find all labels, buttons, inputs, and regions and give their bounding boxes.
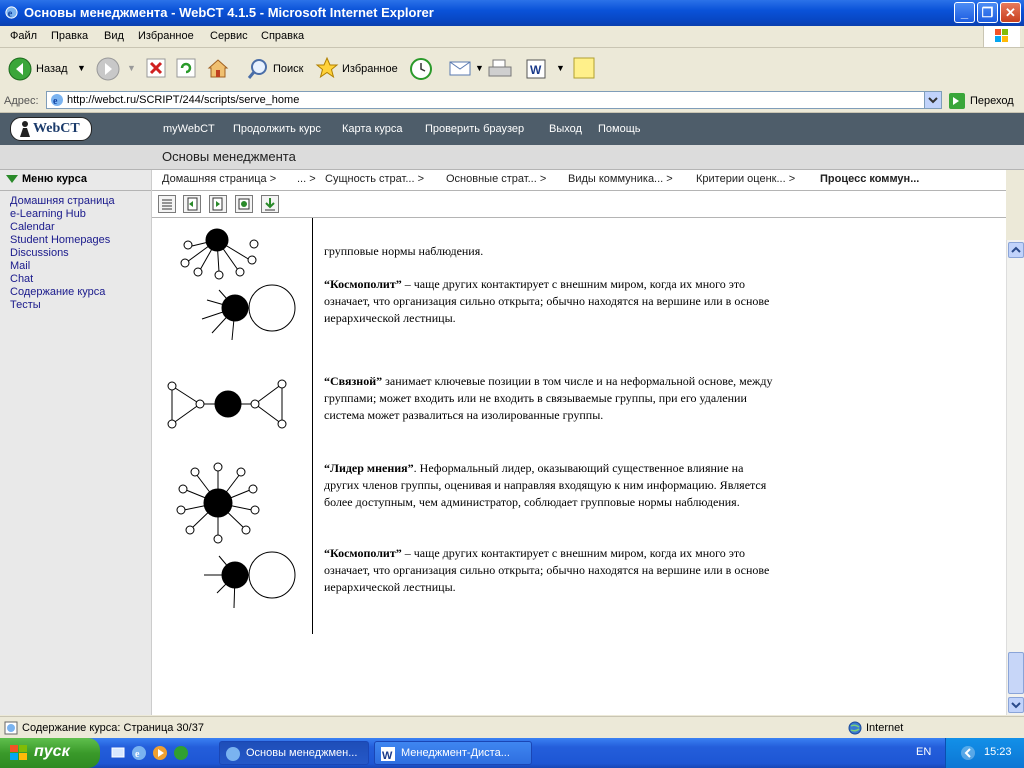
address-label: Адрес: [4, 95, 39, 107]
download-icon[interactable] [261, 195, 279, 213]
menu-favorites[interactable]: Избранное [138, 30, 194, 42]
quicklaunch-media-icon[interactable] [152, 745, 168, 761]
menu-bar [0, 26, 1024, 48]
breadcrumb-current: Процесс коммун... [820, 173, 920, 185]
page-ie-icon [50, 93, 64, 107]
next-page-icon[interactable] [209, 195, 227, 213]
vertical-scrollbar[interactable] [1006, 240, 1024, 715]
back-arrow-icon[interactable] [8, 57, 32, 81]
status-bar [0, 716, 1024, 739]
search-icon[interactable] [246, 57, 270, 81]
breadcrumb-item[interactable]: Сущность страт... > [325, 173, 425, 185]
table-of-contents-icon[interactable] [158, 195, 176, 213]
task-word-label: Менеджмент-Диста... [401, 747, 510, 759]
liaison-paragraph [324, 373, 774, 424]
taskbar-item-ie[interactable] [219, 741, 369, 765]
back-button-label[interactable]: Назад [36, 63, 68, 75]
print-icon[interactable] [487, 57, 513, 81]
window-title: Основы менеджмента - WebCT 4.1.5 - Microsoft Internet Explorer [24, 5, 434, 20]
liaison-desc: занимает ключевые позиции в том числе и на неформальной основе, между группами; может входить или не входить в связываемые группы, при его удалении система может развалиться на изолированные группы. [324, 374, 773, 422]
edit-dropdown-icon[interactable]: ▼ [556, 63, 565, 73]
breadcrumb-item[interactable]: Виды коммуника... > [568, 173, 673, 185]
sidebar-link-calendar[interactable]: Calendar [10, 221, 55, 233]
address-field[interactable] [46, 91, 942, 109]
page-status-icon [4, 721, 18, 735]
history-icon[interactable] [408, 56, 434, 82]
opinion-leader-term: “Лидер мнения” [324, 461, 414, 475]
page-tools-row [152, 191, 1006, 218]
close-button[interactable]: ✕ [1000, 2, 1021, 23]
cosmopolitan-desc: – чаще других контактирует с внешним миром, когда их много это означает, что организация сильно открыта; обычно находятся на вершине или в основе иерархической лестницы. [324, 277, 770, 325]
scroll-thumb[interactable] [1008, 652, 1024, 694]
content-area [152, 218, 1006, 715]
clock: 15:23 [984, 746, 1012, 758]
course-menu-sidebar [0, 170, 152, 715]
nav-mywebct[interactable]: myWebCT [163, 123, 215, 135]
search-button-label[interactable]: Поиск [273, 63, 304, 75]
go-button[interactable] [948, 92, 1022, 110]
ie-icon [4, 5, 19, 20]
quicklaunch-messenger-icon[interactable] [173, 745, 189, 761]
cosmopolitan-term-2: “Космополит” [324, 546, 402, 560]
minimize-button[interactable]: _ [954, 2, 975, 23]
webct-logo-text: WebCT [33, 121, 80, 136]
taskbar [0, 738, 1024, 768]
triangle-down-icon [6, 175, 18, 183]
url-input[interactable] [67, 93, 917, 107]
breadcrumb-item[interactable]: Критерии оценк... > [696, 173, 796, 185]
system-tray [945, 738, 1024, 768]
course-title-bar [0, 145, 1024, 170]
favorites-button-label[interactable]: Избранное [342, 63, 398, 75]
mail-dropdown-icon[interactable]: ▼ [475, 63, 484, 73]
scroll-up-icon[interactable] [1008, 242, 1024, 258]
breadcrumb-item[interactable]: Основные страт... > [446, 173, 547, 185]
liaison-term: “Связной” [324, 374, 383, 388]
nav-check-browser[interactable]: Проверить браузер [425, 123, 525, 135]
opinion-leader-paragraph [324, 460, 774, 511]
menu-file[interactable]: Файл [10, 30, 38, 42]
svg-text:e: e [53, 96, 58, 107]
task-word-icon [380, 746, 396, 762]
discuss-note-icon[interactable] [572, 56, 596, 80]
svg-text:W: W [382, 750, 393, 762]
sidebar-link-mail[interactable]: Mail [10, 260, 31, 272]
previous-page-icon[interactable] [183, 195, 201, 213]
cosmopolitan-paragraph [324, 276, 774, 327]
word-edit-icon[interactable] [525, 57, 549, 81]
window-title-bar [0, 0, 1024, 26]
tray-chevron-icon[interactable] [960, 745, 976, 761]
address-bar [0, 90, 1024, 113]
refresh-icon[interactable] [176, 58, 196, 78]
cosmopolitan-desc-2: – чаще других контактирует с внешним миром, когда их много это означает, что организация сильно открыта; обычно находятся на вершине или в основе иерархической лестницы. [324, 546, 770, 594]
favorites-star-icon[interactable] [315, 56, 339, 80]
home-icon[interactable] [206, 56, 230, 80]
show-desktop-icon[interactable] [110, 745, 126, 761]
menu-view[interactable]: Вид [104, 30, 124, 42]
opinion-leader-text-tail: групповые нормы наблюдения. [324, 244, 484, 258]
security-zone: Internet [866, 722, 904, 734]
scroll-down-icon[interactable] [1008, 697, 1024, 713]
start-button[interactable] [0, 738, 100, 768]
task-ie-icon [225, 746, 241, 762]
stop-icon[interactable] [146, 58, 166, 78]
webct-logo[interactable] [10, 117, 92, 141]
sidebar-link-discussions[interactable]: Discussions [10, 247, 69, 259]
menu-help[interactable]: Справка [261, 30, 305, 42]
course-title: Основы менеджмента [162, 149, 296, 164]
sidebar-link-student-homepages[interactable]: Student Homepages [10, 234, 111, 246]
task-ie-label: Основы менеджмен... [246, 747, 358, 759]
webct-figure-icon [17, 120, 33, 138]
windows-flag-icon [983, 26, 1020, 47]
webct-header [0, 113, 1024, 145]
windows-logo-icon [10, 745, 28, 761]
maximize-button[interactable]: ❐ [977, 2, 998, 23]
svg-text:W: W [530, 63, 542, 77]
breadcrumb-item[interactable]: ... > [297, 173, 316, 185]
go-button-label: Переход [970, 95, 1014, 107]
toolbar [0, 48, 1024, 91]
address-dropdown-icon[interactable] [924, 92, 941, 108]
internet-globe-icon [848, 721, 862, 735]
print-page-icon[interactable] [235, 195, 253, 213]
sidebar-link-chat[interactable]: Chat [10, 273, 34, 285]
svg-text:e: e [135, 749, 140, 760]
cosmopolitan-paragraph-2 [324, 545, 774, 596]
nav-logout[interactable]: Выход [549, 123, 582, 135]
sidebar-link-elearning-hub[interactable]: e-Learning Hub [10, 208, 86, 220]
content-divider [312, 218, 313, 634]
course-menu-heading: Меню курса [22, 173, 87, 185]
menu-edit[interactable]: Правка [51, 30, 89, 42]
start-label: пуск [34, 743, 70, 760]
opinion-leader-desc: . Неформальный лидер, оказывающий существенное влияние на других членов группы, оценивая и направляя входящую к ним информацию. Является более доступным, чем администратор, соблюдает групповые нормы наблюдения. [324, 461, 767, 509]
menu-tools[interactable]: Сервис [210, 30, 248, 42]
breadcrumb [152, 170, 1006, 191]
breadcrumb-item[interactable]: Домашняя страница > [162, 173, 277, 185]
status-text: Содержание курса: Страница 30/37 [22, 722, 204, 734]
language-indicator[interactable]: EN [916, 746, 932, 758]
communication-roles-diagram [152, 218, 312, 638]
back-dropdown-icon[interactable]: ▼ [77, 63, 86, 73]
svg-text:e: e [7, 8, 13, 20]
nav-help[interactable]: Помощь [598, 123, 641, 135]
forward-arrow-icon[interactable] [96, 57, 120, 81]
sidebar-link-course-content[interactable]: Содержание курса [10, 286, 106, 298]
quicklaunch-ie-icon[interactable] [131, 745, 147, 761]
sidebar-link-tests[interactable]: Тесты [10, 299, 41, 311]
sidebar-link-home[interactable]: Домашняя страница [10, 195, 115, 207]
forward-dropdown-icon[interactable]: ▼ [127, 63, 136, 73]
go-arrow-icon [948, 92, 966, 110]
cosmopolitan-term: “Космополит” [324, 277, 402, 291]
taskbar-item-word[interactable] [374, 741, 532, 765]
course-menu-header[interactable] [0, 170, 151, 191]
nav-resume-course[interactable]: Продолжить курс [233, 123, 321, 135]
mail-icon[interactable] [448, 57, 474, 79]
nav-course-map[interactable]: Карта курса [342, 123, 403, 135]
